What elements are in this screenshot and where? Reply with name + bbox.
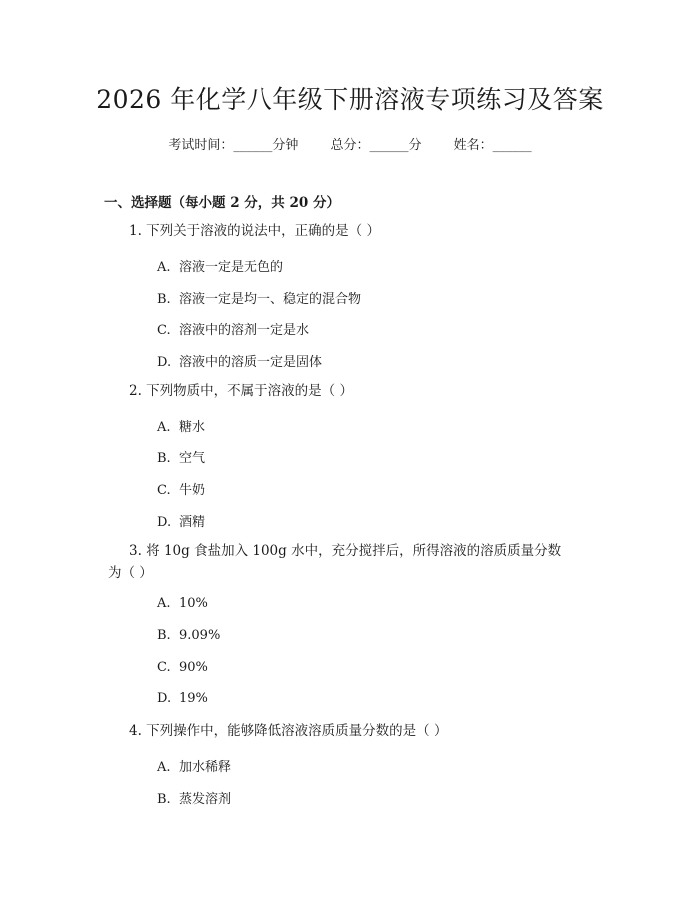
option-letter: D. [157, 691, 172, 706]
question-4-stem: 4. 下列操作中，能够降低溶液溶质质量分数的是（ ） [129, 723, 448, 739]
option-letter: D. [157, 355, 172, 370]
question-3-option-d [157, 691, 208, 706]
option-letter: A. [157, 260, 171, 275]
question-2-option-b [157, 447, 205, 466]
question-1-option-c [157, 319, 309, 338]
option-letter: C. [157, 660, 171, 675]
question-3-stem: 3. 将 10g 食盐加入 100g 水中，充分搅拌后，所得溶液的溶质质量分数为（ ） [108, 543, 562, 581]
question-2-stem: 2. 下列物质中，不属于溶液的是（ ） [129, 383, 353, 399]
question-3-option-a [157, 596, 208, 611]
question-2-option-d [157, 511, 205, 530]
option-text: 溶液一定是均一、稳定的混合物 [179, 292, 362, 307]
question-1-option-b [157, 288, 361, 307]
option-letter: D. [157, 515, 172, 530]
question-1-option-d [157, 351, 322, 370]
section-heading-choice: 一、选择题（每小题 2 分，共 20 分） [104, 195, 340, 211]
option-text: 蒸发溶剂 [179, 792, 232, 807]
page-title: 2026 年化学八年级下册溶液专项练习及答案 [96, 85, 604, 114]
question-2-option-c [157, 479, 205, 498]
option-text: 19% [179, 691, 208, 706]
option-text: 空气 [179, 451, 206, 466]
option-letter: C. [157, 323, 171, 338]
total-score-field: 总分：______分 [330, 138, 422, 153]
option-text: 加水稀释 [179, 760, 232, 775]
question-4-option-a [157, 756, 231, 775]
option-letter: B. [157, 792, 171, 807]
option-letter: A. [157, 596, 171, 611]
option-text: 酒精 [179, 515, 206, 530]
question-3-option-c [157, 660, 208, 675]
option-letter: B. [157, 628, 171, 643]
option-text: 牛奶 [179, 483, 206, 498]
option-text: 溶液中的溶质一定是固体 [179, 355, 323, 370]
option-letter: A. [157, 420, 171, 435]
option-text: 糖水 [179, 420, 206, 435]
option-text: 溶液中的溶剂一定是水 [179, 323, 310, 338]
student-name-field: 姓名：______ [453, 138, 532, 153]
question-2-option-a [157, 416, 205, 435]
option-text: 90% [179, 660, 208, 675]
option-letter: A. [157, 760, 171, 775]
option-text: 9.09% [179, 628, 221, 643]
option-letter: B. [157, 451, 171, 466]
exam-info-line [0, 134, 700, 153]
option-letter: B. [157, 292, 171, 307]
option-letter: C. [157, 483, 171, 498]
question-1-stem: 1. 下列关于溶液的说法中，正确的是（ ） [129, 223, 380, 239]
option-text: 10% [179, 596, 208, 611]
question-3-option-b [157, 628, 220, 643]
exam-time-field: 考试时间：______分钟 [168, 138, 299, 153]
question-1-option-a [157, 256, 283, 275]
question-4-option-b [157, 788, 231, 807]
option-text: 溶液一定是无色的 [179, 260, 284, 275]
